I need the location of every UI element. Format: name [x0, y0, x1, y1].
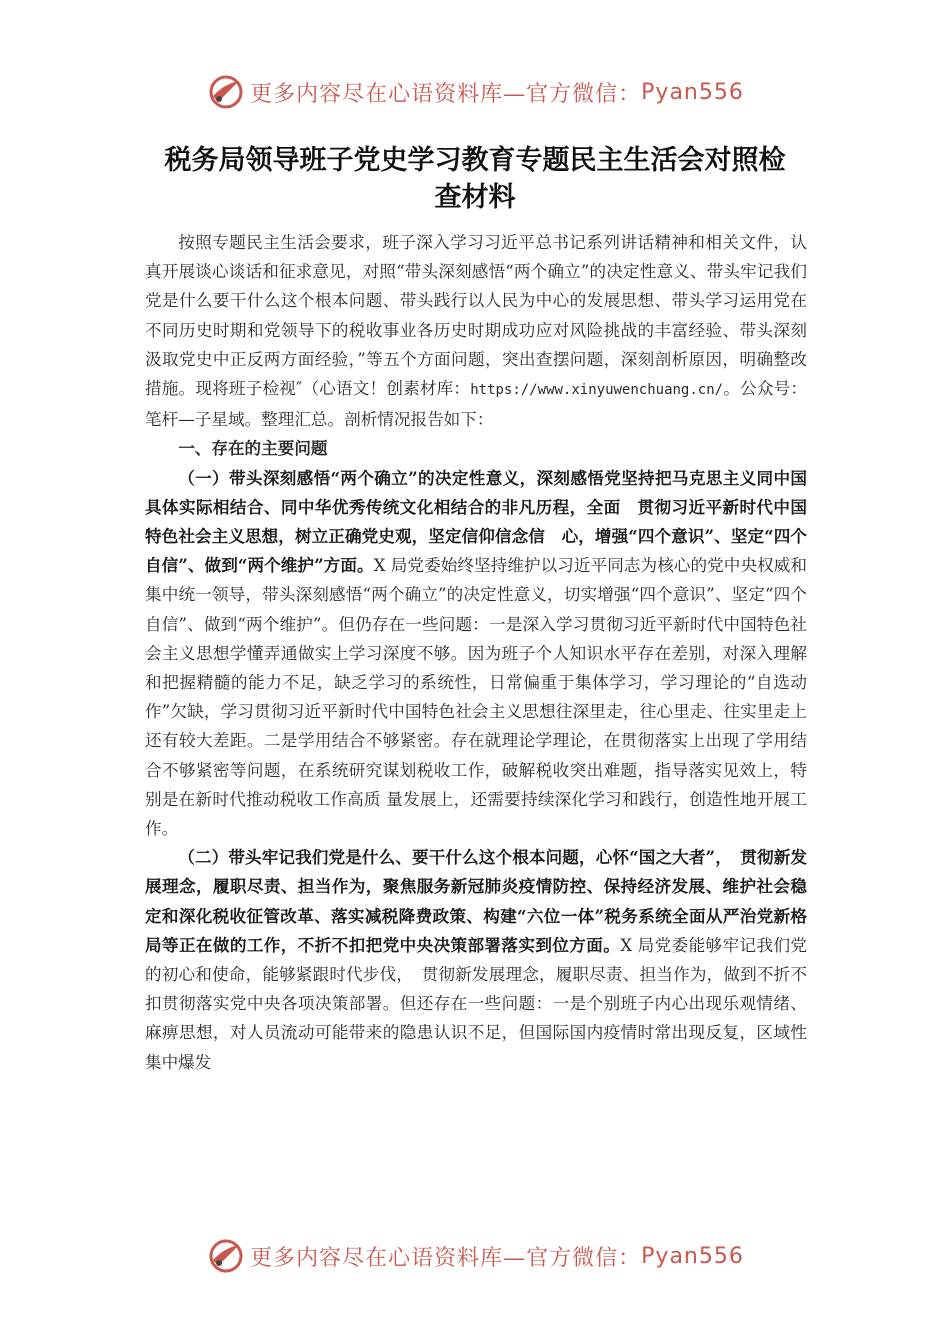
paragraph-1	[145, 464, 807, 844]
intro-paragraph	[145, 228, 807, 434]
title-line-2: 查材料	[434, 182, 516, 213]
intro-text-end: 。公众号：笔杆—子星域。整理汇总。剖析情况报告如下：	[145, 379, 807, 430]
brush-logo-icon	[206, 72, 246, 112]
banner-text: 更多内容尽在心语资料库—官方微信：	[250, 81, 642, 107]
paragraph-1-heading: （一）带头深刻感悟“两个确立”的决定性意义，深刻感悟党坚持把马克思主义同中国具体实际相结合、同中华优秀传统文化相结合的非凡历程，全面 贯彻习近平新时代中国特色社会主义思想，树立正确党史观，坚定信仰信念信 心，增强“四个意识”、坚定“四个自信”、做到“两个维护”方面。	[145, 467, 807, 576]
footer-banner	[0, 1236, 950, 1276]
source-url: https://www.xinyuwenchuang.cn/	[470, 382, 724, 399]
paragraph-1-body: X 局党委始终坚持维护以习近平同志为核心的党中央权威和集中统一领导，带头深刻感悟“两个确立”的决定性意义，切实增强“四个意识”、坚定“四个自信”、做到“两个维护”。但仍存在一些问题：一是深入学习贯彻习近平新时代中国特色社 会主义思想学懂弄通做实上学习深度不够。因为班子个人知识水平存在差别，对深入理解和把握精髓的能力不足，缺乏学习的系统性，日常偏重于集体学习，学习理论的“自选动作”欠缺，学习贯彻习近平新时代中国特色社会主义思想往深里走，往心里走、往实里走上还有较大差距。二是学用结合不够紧密。存在就理论学理论，在贯彻落实上出现了学用结合不够紧密等问题，在系统研究谋划税收工作，破解税收突出难题，指导落实见效上，特别是在新时代推动税收工作高质 量发展上，还需要持续深化学习和践行，创造性地开展工作。	[145, 556, 807, 839]
section-heading: 一、存在的主要问题	[178, 438, 328, 459]
banner-wechat-id: Pyan556	[641, 1243, 744, 1269]
paragraph-2-body: X 局党委能够牢记我们党的初心和使命，能够紧跟时代步伐， 贯彻新发展理念，履职尽责、担当作为，做到不折不扣贯彻落实党中央各项决策部署。但还存在一些问题：一是个别班子内心出现乐观情绪、麻痹思想，对人员流动可能带来的隐患认识不足，但国际国内疫情时常出现反复，区域性集中爆发	[145, 935, 808, 1072]
title-line-1: 税务局领导班子党史学习教育专题民主生活会对照检	[164, 145, 786, 176]
banner-wechat-id: Pyan556	[641, 79, 744, 105]
intro-text: 按照专题民主生活会要求，班子深入学习习近平总书记系列讲话精神和相关文件，认真开展谈心谈话和征求意见，对照“带头深刻感悟“两个确立”的决定性意义、带头牢记我们党是什么要干什么这个根本问题、带头践行以人民为中心的发展思想、带头学习运用党在不同历史时期和党领导下的税收事业各历史时期成功应对风险挑战的丰富经验、带头深刻汲取党史中正反两方面经验，”等五个方面问题，突出查摆问题，深刻剖析原因，明确整改措施。现将班子检视″（心语文！创素材库：	[145, 233, 807, 399]
brush-logo-icon	[206, 1236, 246, 1276]
document-body	[145, 228, 807, 1077]
header-banner	[0, 72, 950, 112]
paragraph-2	[145, 843, 807, 1077]
banner-text: 更多内容尽在心语资料库—官方微信：	[250, 1245, 642, 1271]
document-title	[130, 142, 820, 216]
paragraph-2-heading: （二）带头牢记我们党是什么、要干什么这个根本问题，心怀“国之大者”， 贯彻新发展理念，履职尽责、担当作为，聚焦服务新冠肺炎疫情防控、保持经济发展、维护社会稳定和深化税收征管改革、落实减税降费政策、构建“六位一体”税务系统全面从严治党新格局等正在做的工作，不折不扣把党中央决策部署落实到位方面。	[145, 847, 807, 955]
